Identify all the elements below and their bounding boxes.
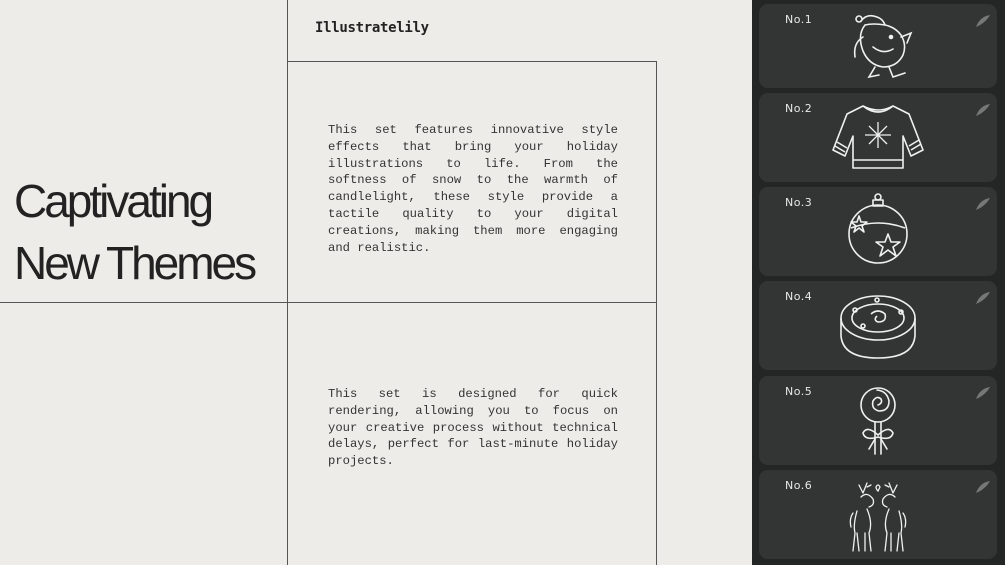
leaf-icon [975,103,991,117]
sweater-icon [823,96,933,176]
theme-card-2[interactable] [759,93,997,182]
description-paragraph-1: This set features innovative style effects that bring your holiday illustrations to life. From the softness of snow to the warmth of candlelight, these style provide a tactile quality to your digital creations, making them more engaging and realistic. [328,123,618,255]
lollipop-icon [823,379,933,459]
leaf-icon [975,480,991,494]
cake-icon [823,284,933,364]
theme-card-4[interactable] [759,281,997,370]
title-line-2: New Themes [14,237,255,289]
theme-card-1[interactable] [759,4,997,88]
theme-card-5[interactable] [759,376,997,465]
leaf-icon [975,386,991,400]
leaf-icon [975,291,991,305]
card-label: No.5 [785,385,813,398]
leaf-icon [975,197,991,211]
grid-line-vertical-left [287,0,288,565]
title-line-1: Captivating [14,175,212,227]
card-label: No.1 [785,13,813,26]
grid-line-vertical-right [656,61,657,565]
theme-panel [752,0,1005,565]
reindeer-icon [823,473,933,553]
text-box-top-border [287,61,657,62]
leaf-icon [975,14,991,28]
brand-name: Illustratelily [315,20,429,36]
card-label: No.2 [785,102,813,115]
description-paragraph-2: This set is designed for quick rendering, allowing you to focus on your creative process without technical delays, perfect for last-minute holiday projects. [328,387,618,469]
grid-line-horizontal [0,302,657,303]
card-label: No.4 [785,290,813,303]
ornament-icon [823,190,933,270]
page-title [14,170,284,294]
theme-card-3[interactable] [759,187,997,276]
card-label: No.6 [785,479,813,492]
card-label: No.3 [785,196,813,209]
penguin-icon [823,7,933,87]
theme-card-6[interactable] [759,470,997,559]
